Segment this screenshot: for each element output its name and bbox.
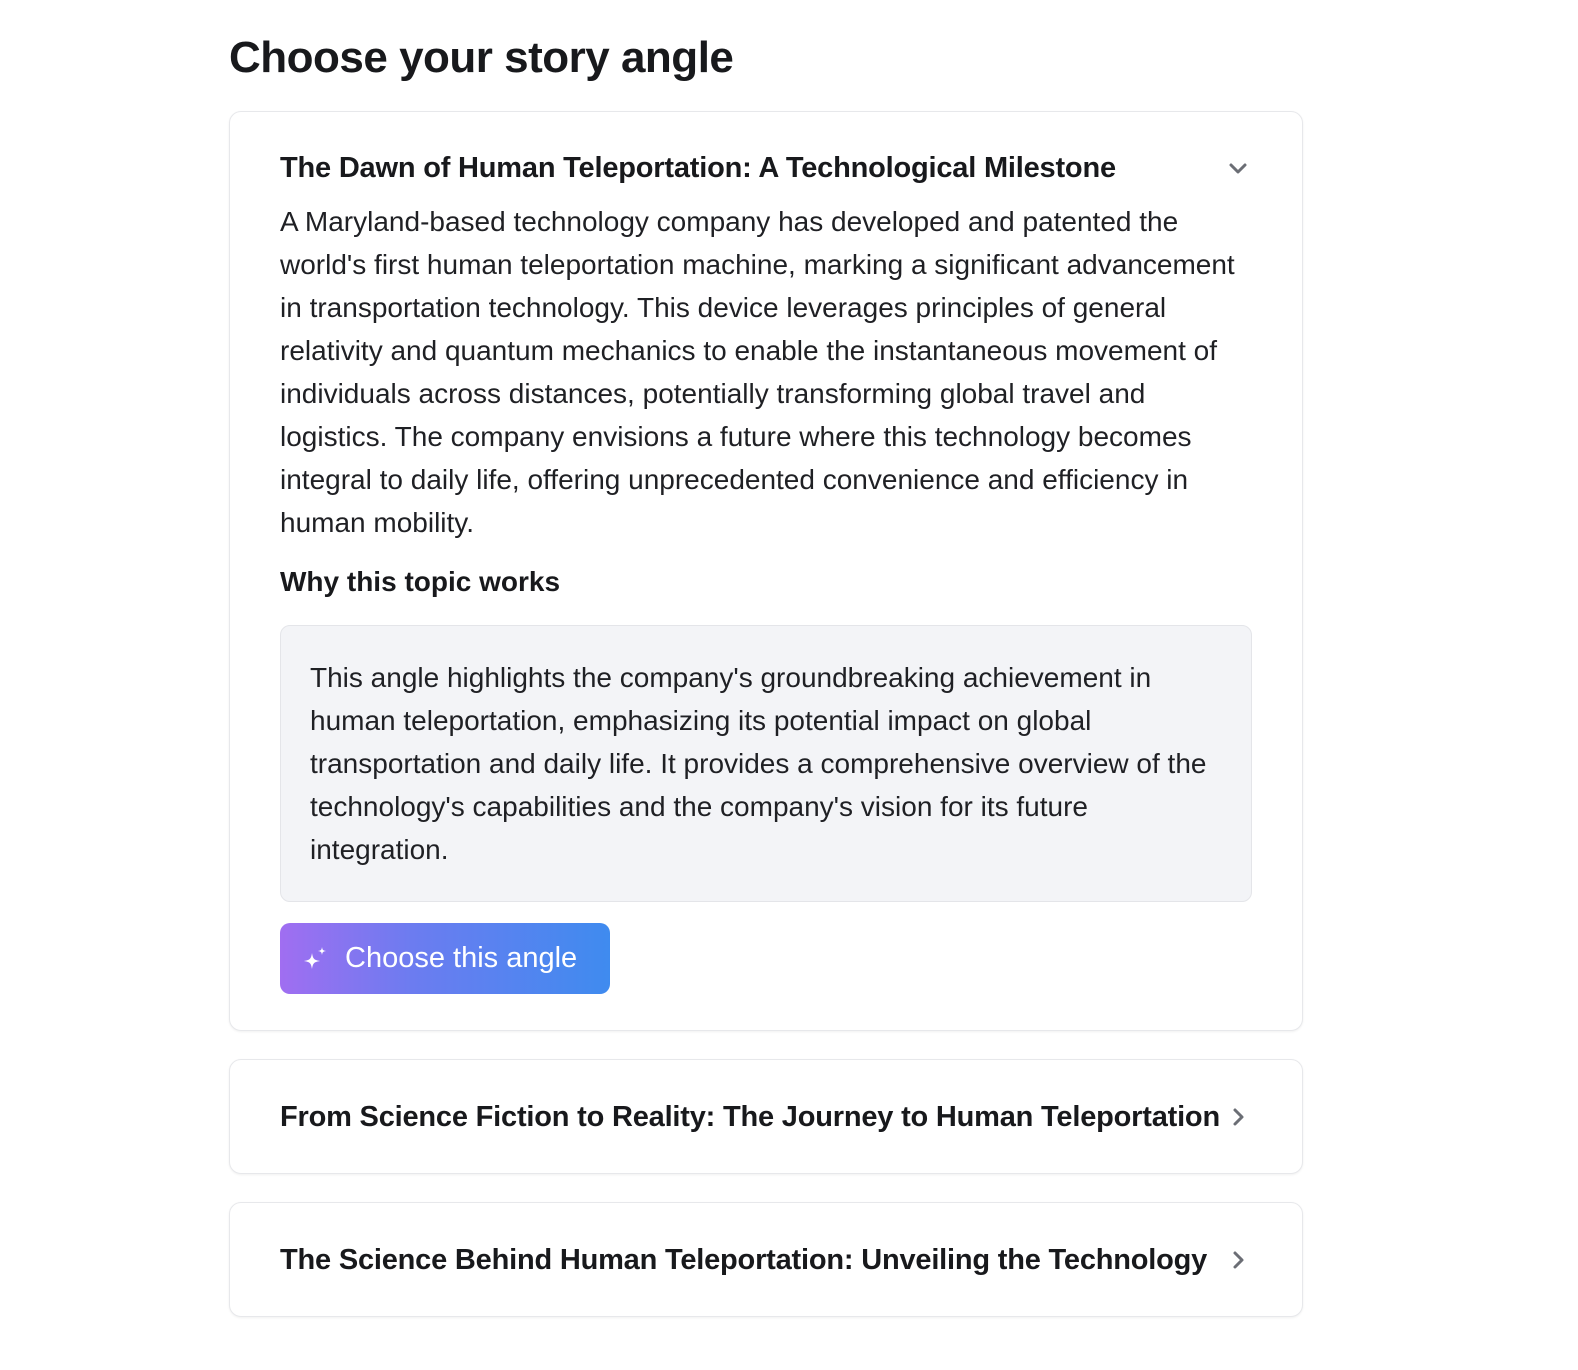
angle-description: A Maryland-based technology company has developed and patented the world's first human teleportation machine, marking a significant advancement in transportation technology. This device leverages principles of general relativity and quantum mechanics to enable the instantaneous movement of individuals across distances, potentially transforming global travel and logistics. The company envisions a future where this technology becomes integral to daily life, offering unprecedented convenience and efficiency in human mobility.: [280, 206, 1235, 538]
chevron-right-icon[interactable]: [1226, 1248, 1250, 1272]
angle-card-2[interactable]: [229, 1059, 1303, 1174]
page-title: Choose your story angle: [229, 33, 734, 82]
choose-this-angle-button[interactable]: [280, 923, 610, 994]
why-this-topic-works-heading: Why this topic works: [280, 566, 561, 597]
angle-title: The Science Behind Human Teleportation: Unveiling the Technology: [280, 1243, 1208, 1276]
sparkles-icon: [301, 944, 331, 974]
story-angle-page: [229, 0, 1303, 1317]
angle-title: The Dawn of Human Teleportation: A Technological Milestone: [280, 152, 1116, 184]
angle-card-1: [229, 111, 1303, 1031]
choose-this-angle-label: Choose this angle: [345, 942, 578, 974]
why-this-topic-works-text: This angle highlights the company's groundbreaking achievement in human teleportation, emphasizing its potential impact on global transportation and daily life. It provides a comprehensive overview of the technology's capabilities and the company's vision for its future integration.: [280, 625, 1252, 902]
chevron-down-icon[interactable]: [1226, 156, 1250, 180]
chevron-right-icon[interactable]: [1226, 1105, 1250, 1129]
angle-card-3[interactable]: [229, 1202, 1303, 1317]
angle-card-1-header[interactable]: [280, 150, 1252, 186]
angle-title: From Science Fiction to Reality: The Journey to Human Teleportation: [280, 1100, 1220, 1133]
